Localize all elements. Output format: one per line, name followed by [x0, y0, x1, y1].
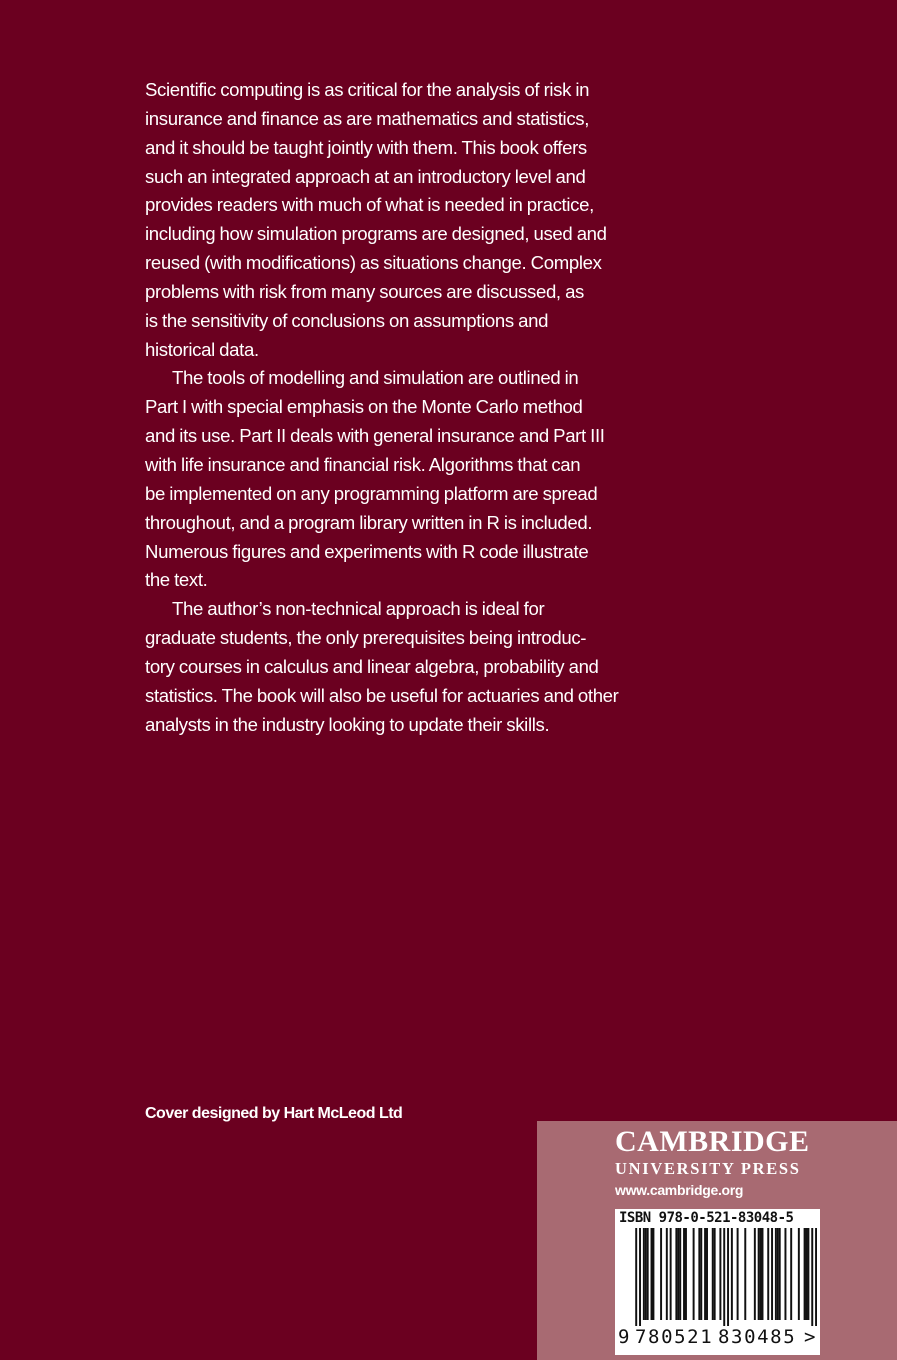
barcode-bar [651, 1228, 653, 1320]
blurb-line: and its use. Part II deals with general insurance and Part III [145, 425, 605, 447]
barcode-bar [798, 1228, 800, 1320]
barcode-bar [700, 1228, 702, 1320]
barcode-bar [767, 1228, 769, 1320]
blurb-line: throughout, and a program library written in R is included. [145, 511, 593, 533]
barcode-digits [615, 1326, 820, 1352]
publisher-panel [537, 1121, 897, 1360]
barcode-bar [652, 1228, 654, 1320]
barcode-bar [811, 1228, 813, 1326]
barcode-bar [744, 1228, 746, 1320]
cover-credit: Cover designed by Hart McLeod Ltd [145, 1105, 403, 1122]
isbn-barcode [615, 1209, 820, 1355]
barcode-bar [698, 1228, 700, 1320]
blurb-line: graduate students, the only prerequisites being introduc- [145, 627, 587, 649]
isbn-label: ISBN 978-0-521-83048-5 [619, 1210, 794, 1226]
barcode-bar [714, 1228, 716, 1320]
barcode-bar [666, 1228, 668, 1320]
barcode-bar [704, 1228, 706, 1320]
barcode-bar [804, 1228, 806, 1320]
publisher-logo-name: CAMBRIDGE [615, 1125, 810, 1158]
barcode-bar [771, 1228, 773, 1320]
back-cover-blurb [145, 76, 619, 739]
blurb-line: statistics. The book will also be useful for actuaries and other [145, 684, 619, 706]
blurb-line: be implemented on any programming platform are spread [145, 482, 598, 504]
barcode-bar [777, 1228, 779, 1320]
blurb-line: including how simulation programs are designed, used and [145, 223, 607, 245]
barcode-bar [762, 1228, 764, 1320]
blurb-line: analysts in the industry looking to update their skills. [145, 713, 550, 735]
barcode-bar [784, 1228, 786, 1320]
barcode-bar [639, 1228, 641, 1326]
barcode-bar [815, 1228, 817, 1326]
publisher-logo-subtitle: UNIVERSITY PRESS [615, 1159, 801, 1178]
barcode-bar [754, 1228, 756, 1320]
barcode-digit-first: 9 [618, 1326, 630, 1348]
barcode-bar [806, 1228, 808, 1320]
barcode-digits-right: 830485 [718, 1326, 797, 1348]
barcode-bar [727, 1228, 729, 1326]
barcode-bar [679, 1228, 681, 1320]
blurb-line: is the sensitivity of conclusions on assumptions and [145, 309, 549, 331]
barcode-bars [618, 1228, 817, 1326]
blurb-line: The author’s non-technical approach is ideal for [172, 598, 545, 620]
barcode-bar [706, 1228, 708, 1320]
barcode-bar [647, 1228, 649, 1320]
barcode-bar [807, 1228, 809, 1320]
barcode-bar [683, 1228, 685, 1320]
barcode-bar [712, 1228, 714, 1320]
barcode-bar [675, 1228, 677, 1320]
barcode-bar [737, 1228, 739, 1320]
barcode-bar [677, 1228, 679, 1320]
blurb-line: Scientific computing is as critical for the analysis of risk in [145, 79, 590, 100]
barcode-bar [670, 1228, 672, 1320]
blurb-line: problems with risk from many sources are discussed, as [145, 280, 585, 302]
blurb-line: Numerous figures and experiments with R code illustrate [145, 540, 589, 562]
blurb-line: and it should be taught jointly with them. This book offers [145, 136, 587, 158]
barcode-quiet-zone-arrow: > [804, 1326, 816, 1348]
barcode-bar [775, 1228, 777, 1320]
barcode-bar [643, 1228, 645, 1320]
barcode-bar [731, 1228, 733, 1320]
barcode-bar [660, 1228, 662, 1320]
barcode-bar [779, 1228, 781, 1320]
barcode-digits-left: 780521 [635, 1326, 714, 1348]
barcode-bar [719, 1228, 721, 1320]
barcode-bar [723, 1228, 725, 1326]
barcode-bar [758, 1228, 760, 1320]
blurb-line: such an integrated approach at an introductory level and [145, 165, 586, 187]
blurb-line: Part I with special emphasis on the Monte Carlo method [145, 396, 583, 418]
blurb-line: with life insurance and financial risk. Algorithms that can [145, 453, 581, 475]
barcode-bar [693, 1228, 695, 1320]
blurb-line: reused (with modifications) as situations change. Complex [145, 252, 602, 274]
barcode-bar [635, 1228, 637, 1326]
publisher-url: www.cambridge.org [615, 1182, 744, 1198]
barcode-bar [685, 1228, 687, 1320]
barcode-bar [790, 1228, 792, 1320]
barcode-bar [645, 1228, 647, 1320]
blurb-line: provides readers with much of what is needed in practice, [145, 194, 594, 216]
blurb-line: the text. [145, 569, 208, 591]
blurb-line: insurance and finance as are mathematics and statistics, [145, 107, 590, 129]
blurb-line: tory courses in calculus and linear algebra, probability and [145, 655, 599, 677]
blurb-line: historical data. [145, 338, 259, 360]
blurb-line: The tools of modelling and simulation are outlined in [172, 367, 579, 389]
barcode-bar [760, 1228, 762, 1320]
